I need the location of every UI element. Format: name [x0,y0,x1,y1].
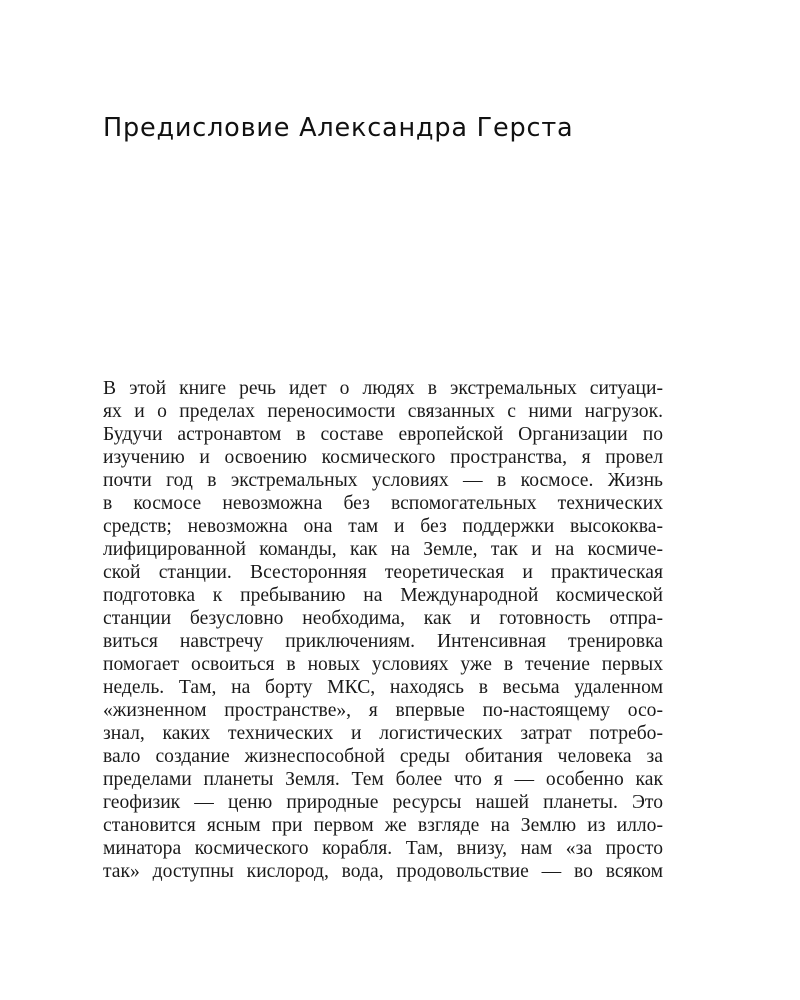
text-line: геофизик — ценю природные ресурсы нашей планеты. Это [103,792,663,813]
text-line: так» доступны кислород, вода, продовольствие — во всяком [103,861,663,882]
text-line: станции безусловно необходима, как и готовность отпра- [103,608,663,629]
text-line: минатора космического корабля. Там, внизу, нам «за просто [103,838,663,859]
text-line: помогает освоиться в новых условиях уже в течение первых [103,654,663,675]
text-line: подготовка к пребыванию на Международной космической [103,585,663,606]
chapter-title: Предисловие Александра Герста [103,113,574,143]
text-line: виться навстречу приключениям. Интенсивная тренировка [103,631,663,652]
text-line: ской станции. Всесторонняя теоретическая и практическая [103,562,663,583]
text-line: средств; невозможна она там и без поддержки высококва- [103,516,663,537]
text-line: становится ясным при первом же взгляде на Землю из илло- [103,815,663,836]
text-line: недель. Там, на борту МКС, находясь в весьма удаленном [103,677,663,698]
text-line: знал, каких технических и логистических затрат потребо- [103,723,663,744]
text-line: вало создание жизнеспособной среды обитания человека за [103,746,663,767]
body-text [103,377,663,883]
text-line: «жизненном пространстве», я впервые по-настоящему осо- [103,700,663,721]
text-line: В этой книге речь идет о людях в экстремальных ситуаци- [103,378,663,399]
text-line: изучению и освоению космического пространства, я провел [103,447,663,468]
text-line: в космосе невозможна без вспомогательных технических [103,493,663,514]
text-line: пределами планеты Земля. Тем более что я — особенно как [103,769,663,790]
text-line: лифицированной команды, как на Земле, так и на космиче- [103,539,663,560]
text-line: ях и о пределах переносимости связанных с ними нагрузок. [103,401,663,422]
text-line: Будучи астронавтом в составе европейской Организации по [103,424,663,445]
text-line: почти год в экстремальных условиях — в космосе. Жизнь [103,470,663,491]
